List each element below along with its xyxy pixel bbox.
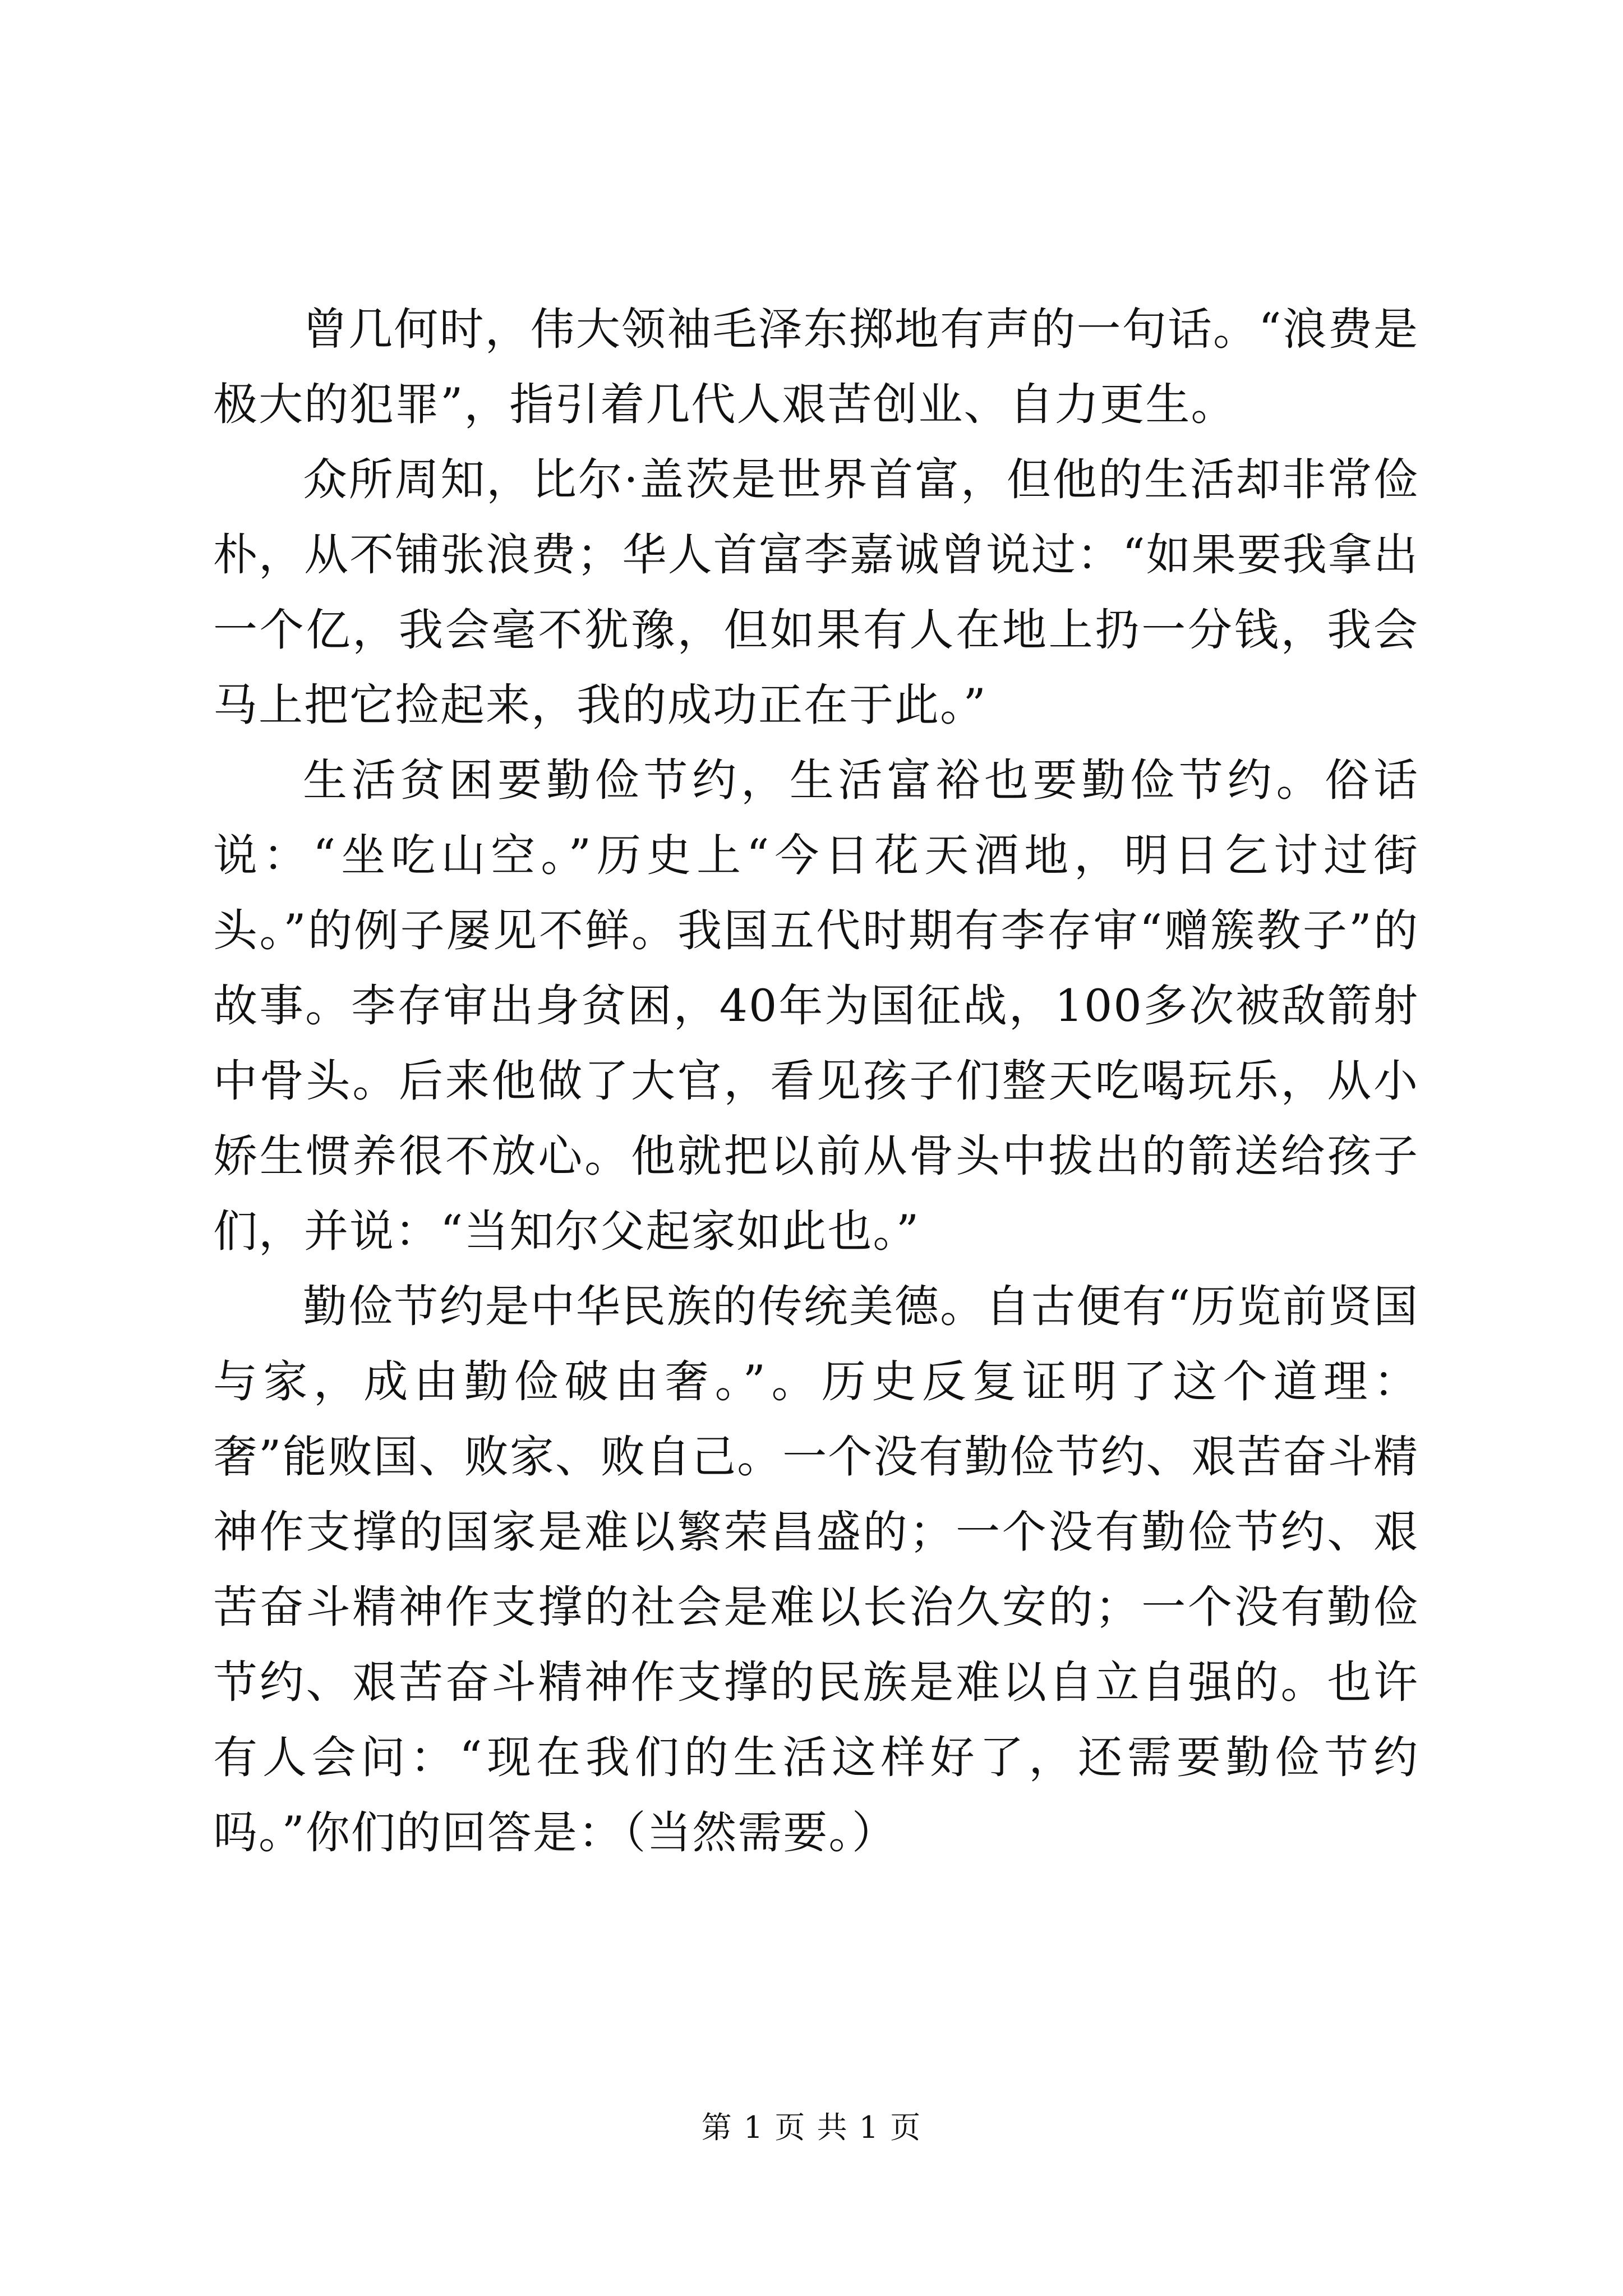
paragraph-2: 众所周知，比尔·盖茨是世界首富，但他的生活却非常俭朴，从不铺张浪费；华人首富李嘉诚曾说过：“如果要我拿出一个亿，我会毫不犹豫，但如果有人在地上扔一分钱，我会马上把它捡起来，我的成功正在于此。” (213, 454, 1419, 731)
document-body (213, 292, 1419, 1870)
paragraph-4: 勤俭节约是中华民族的传统美德。自古便有“历览前贤国与家，成由勤俭破由奢。”。历史反复证明了这个道理：奢”能败国、败家、败自己。一个没有勤俭节约、艰苦奋斗精神作支撑的国家是难以繁荣昌盛的；一个没有勤俭节约、艰苦奋斗精神作支撑的社会是难以长治久安的；一个没有勤俭节约、艰苦奋斗精神作支撑的民族是难以自立自强的。也许有人会问：“现在我们的生活这样好了，还需要勤俭节约吗。”你们的回答是：（当然需要。） (213, 1281, 1419, 1858)
paragraph-1: 曾几何时，伟大领袖毛泽东掷地有声的一句话。“浪费是极大的犯罪”，指引着几代人艰苦创业、自力更生。 (213, 303, 1419, 430)
page-footer: 第 1 页 共 1 页 (701, 2110, 922, 2145)
paragraph-3: 生活贫困要勤俭节约，生活富裕也要勤俭节约。俗话说：“坐吃山空。”历史上“今日花天酒地，明日乞讨过街头。”的例子屡见不鲜。我国五代时期有李存审“赠簇教子”的故事。李存审出身贫困，40年为国征战，100多次被敌箭射中骨头。后来他做了大官，看见孩子们整天吃喝玩乐，从小娇生惯养很不放心。他就把以前从骨头中拔出的箭送给孩子们，并说：“当知尔父起家如此也。” (213, 754, 1419, 1257)
